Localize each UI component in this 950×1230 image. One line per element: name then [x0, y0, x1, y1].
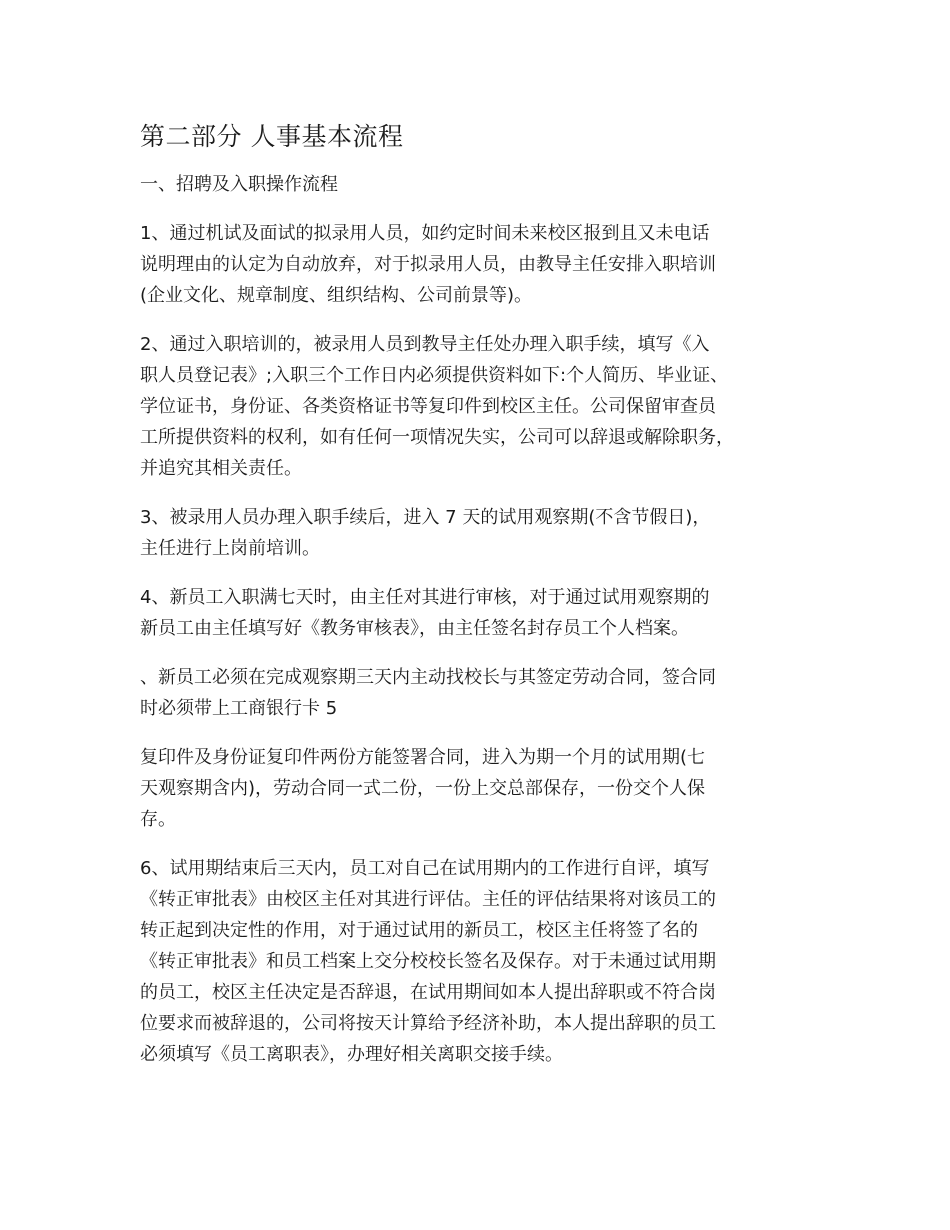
paragraph-7 [140, 853, 830, 1070]
text-line: 新员工由主任填写好《教务审核表》，由主任签名封存员工个人档案。 [140, 618, 689, 639]
text-line: 工所提供资料的权利，如有任何一项情况失实，公司可以辞退或解除职务， [140, 427, 734, 448]
text-line: (企业文化、规章制度、组织结构、公司前景等)。 [140, 285, 533, 306]
text-line: 转正起到决定性的作用，对于通过试用的新员工，校区主任将签了名的 [140, 920, 698, 941]
text-line: 学位证书，身份证、各类资格证书等复印件到校区主任。公司保留审查员 [140, 396, 716, 417]
page-title: 第二部分 人事基本流程 [140, 122, 404, 151]
paragraph-5 [140, 662, 830, 724]
text-line: 1、通过机试及面试的拟录用人员，如约定时间未来校区报到且又未电话 [140, 223, 710, 244]
text-line: 时必须带上工商银行卡 5 [140, 698, 338, 719]
text-line: 2、通过入职培训的，被录用人员到教导主任处办理入职手续，填写《入 [140, 334, 710, 355]
text-line: 4、新员工入职满七天时，由主任对其进行审核，对于通过试用观察期的 [140, 587, 710, 608]
text-line: 的员工，校区主任决定是否辞退，在试用期间如本人提出辞职或不符合岗 [140, 982, 716, 1003]
text-line: 6、试用期结束后三天内，员工对自己在试用期内的工作进行自评，填写 [140, 858, 710, 879]
text-line: 存。 [140, 809, 176, 830]
text-line: 复印件及身份证复印件两份方能签署合同，进入为期一个月的试用期(七 [140, 747, 706, 768]
section-heading: 一、招聘及入职操作流程 [140, 174, 338, 195]
text-line: 、新员工必须在完成观察期三天内主动找校长与其签定劳动合同，签合同 [140, 667, 716, 688]
text-line: 必须填写《员工离职表》，办理好相关离职交接手续。 [140, 1044, 563, 1065]
text-line: 3、被录用人员办理入职手续后，进入 7 天的试用观察期(不含节假日)， [140, 507, 711, 528]
text-line: 天观察期含内)，劳动合同一式二份，一份上交总部保存，一份交个人保 [140, 778, 706, 799]
paragraph-4 [140, 582, 830, 644]
document-body [140, 118, 830, 1088]
paragraph-2 [140, 329, 830, 484]
paragraph-1 [140, 218, 830, 311]
text-line: 《转正审批表》和员工档案上交分校校长签名及保存。对于未通过试用期 [140, 951, 716, 972]
text-line: 并追究其相关责任。 [140, 458, 302, 479]
paragraph-6 [140, 742, 830, 835]
text-line: 位要求而被辞退的，公司将按天计算给予经济补助，本人提出辞职的员工 [140, 1013, 716, 1034]
text-line: 《转正审批表》由校区主任对其进行评估。主任的评估结果将对该员工的 [140, 889, 716, 910]
text-line: 主任进行上岗前培训。 [140, 538, 320, 559]
text-line: 说明理由的认定为自动放弃，对于拟录用人员，由教导主任安排入职培训 [140, 254, 716, 275]
paragraph-3 [140, 502, 830, 564]
text-line: 职人员登记表》;入职三个工作日内必须提供资料如下:个人简历、毕业证、 [140, 365, 729, 386]
